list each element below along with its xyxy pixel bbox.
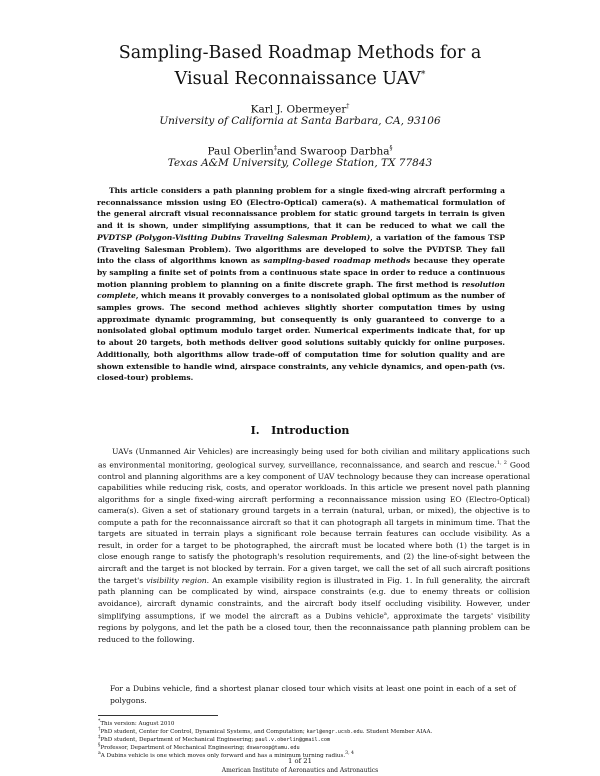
- publisher-footer: American Institute of Aeronautics and Astronautics: [221, 767, 379, 774]
- author-3-name: Swaroop Darbha: [299, 145, 390, 158]
- title-line-2: [90, 64, 510, 90]
- title-footnote-mark: *: [420, 70, 426, 80]
- intro-p1-a: UAVs (Unmanned Air Vehicles) are increasingly being used for both civilian and military applications such as environmental monitoring, geological survey, surveillance, reconnaissance, and search and rescue.: [98, 447, 530, 470]
- footnote-4-email: dswaroop@tamu.edu: [246, 744, 300, 751]
- abstract-part-3: because they operate by sampling a finite set of points from a continuous state space in order to reduce a continuous motion planning problem to planning on a finite discrete graph. The first method is: [97, 256, 505, 289]
- abstract: [97, 185, 505, 384]
- footnote-3-text: PhD student, Department of Mechanical Engineering;: [100, 736, 256, 743]
- abstract-emphasis-resolution: resolution complete: [97, 279, 505, 301]
- footnote-5-text: A Dubins vehicle is one which moves only forward and has a minimum turning radius.: [100, 752, 346, 759]
- footnote-2-tail: . Student Member AIAA.: [362, 728, 433, 735]
- footnote-3-email: paul.v.oberlin@gmail.com: [255, 736, 331, 743]
- abstract-part-1: This article considers a path planning problem for a single fixed-wing aircraft performing a reconnaissance mission using EO (Electro-Optical) camera(s). A mathematical formulation of the general aircraft visual reconnaissance problem for static ground targets in terrain is given and it is shown, under simplifying assumptions, that it can be reduced to what we call the: [97, 186, 505, 231]
- footnote-5-mark: a: [98, 751, 101, 756]
- footnote-5-cite: 3, 4: [345, 751, 354, 756]
- abstract-part-4: , which means it provably converges to a nonisolated global optimum as the number of samples grows. The second method achieves slightly shorter computation times by using approximate dynamic programming, but consequently is only guaranteed to converge to a nonisolated global optimum modulo target order. Numerical experiments indicate that, for up to about 20 targets, both methods deliver good solutions suitably quickly for online purposes. Additionally, both algorithms allow trade-off of computation time for solution quality and are shown extensible to handle wind, airspace constraints, any vehicle dynamics, and open-path (vs. closed-tour) problems.: [97, 291, 505, 383]
- affiliation-1: University of California at Santa Barbara, CA, 93106: [159, 115, 441, 127]
- abstract-emphasis-pvdtsp: PVDTSP (Polygon-Visiting Dubins Traveling Salesman Problem): [97, 232, 371, 242]
- author-1-name: Karl J. Obermeyer: [250, 103, 347, 116]
- footnote-1-mark: *: [98, 719, 101, 724]
- footnote-1-text: This version: August 2010: [100, 720, 175, 727]
- intro-p1-d: , approximate the targets' visibility regions by polygons, and let the path be a closed tour, then the reconnaissance path planning problem can be reduced to the following.: [98, 611, 531, 644]
- problem-statement: For a Dubins vehicle, find a shortest planar closed tour which visits at least one point in each of a set of polygons.: [110, 684, 516, 705]
- section-heading: [60, 424, 540, 437]
- author-and: and: [276, 145, 297, 158]
- footnote-4-mark: §: [98, 743, 101, 748]
- section-title: Introduction: [271, 424, 350, 437]
- intro-p1-b: Good control and planning algorithms are a key component of UAV technology because they can increase operational capabilities while reducing risk, costs, and operator workloads. In this article we present novel path planning algorithms for a single fixed-wing aircraft performing a reconnaissance mission using EO (Electro-Optical) camera(s). Given a set of stationary ground targets in a terrain (natural, urban, or mixed), the objective is to compute a path for the reconnaissance aircraft so that it can photograph all targets in minimum time. That the targets are situated in terrain plays a significant role because terrain features can occlude visibility. As a result, in order for a target to be photographed, the aircraft must be located where both (1) the target is in close enough range to satisfy the photograph's resolution requirements, and (2) the line-of-sight between the aircraft and the target is not blocked by terrain. For a given target, we call the set of all such aircraft positions the target's: [98, 460, 530, 585]
- footnote-3-mark: ‡: [98, 735, 101, 740]
- footnote-2-email: karl@engr.ucsb.edu: [306, 728, 363, 735]
- footnote-2-mark: †: [98, 727, 101, 732]
- page-number: 1 of 21: [288, 757, 312, 765]
- section-number: I.: [250, 424, 260, 437]
- paper-title: [90, 42, 510, 90]
- author-2-name: Paul Oberlin: [207, 145, 274, 158]
- intro-cite-1: 1, 2: [496, 459, 507, 466]
- title-line-1: Sampling-Based Roadmap Methods for a: [118, 43, 482, 63]
- intro-p1-emphasis: visibility region: [146, 575, 207, 585]
- abstract-emphasis-roadmap: sampling-based roadmap methods: [263, 256, 411, 266]
- intro-p1-c: . An example visibility region is illustrated in Fig. 1. In full generality, the aircraft path planning can be complicated by wind, airspace constraints (e.g. due to enemy threats or collision avoidance), aircraft dynamic constraints, and the aircraft body itself occluding visibility. However, under simplifying assumptions, if we model the aircraft as a Dubins vehicle: [98, 575, 530, 621]
- footnote-4-text: Professor, Department of Mechanical Engineering;: [100, 744, 247, 751]
- footnote-2-text: PhD student, Center for Control, Dynamical Systems, and Computation;: [100, 728, 307, 735]
- intro-footnote-mark-a: a: [383, 611, 387, 618]
- author-3-mark: §: [389, 145, 393, 152]
- footnote-rule: [98, 715, 218, 716]
- author-1-mark: †: [346, 103, 350, 110]
- intro-paragraph-1: [98, 446, 530, 645]
- abstract-part-2: , a variation of the famous TSP (Traveling Salesman Problem). Two algorithms are developed to solve the PVDTSP. They fall into the class of algorithms known as: [97, 232, 505, 266]
- affiliation-2: Texas A&M University, College Station, TX 77843: [167, 157, 433, 169]
- title-line-2-text: Visual Reconnaissance UAV: [174, 68, 421, 89]
- author-2-mark: ‡: [273, 145, 277, 152]
